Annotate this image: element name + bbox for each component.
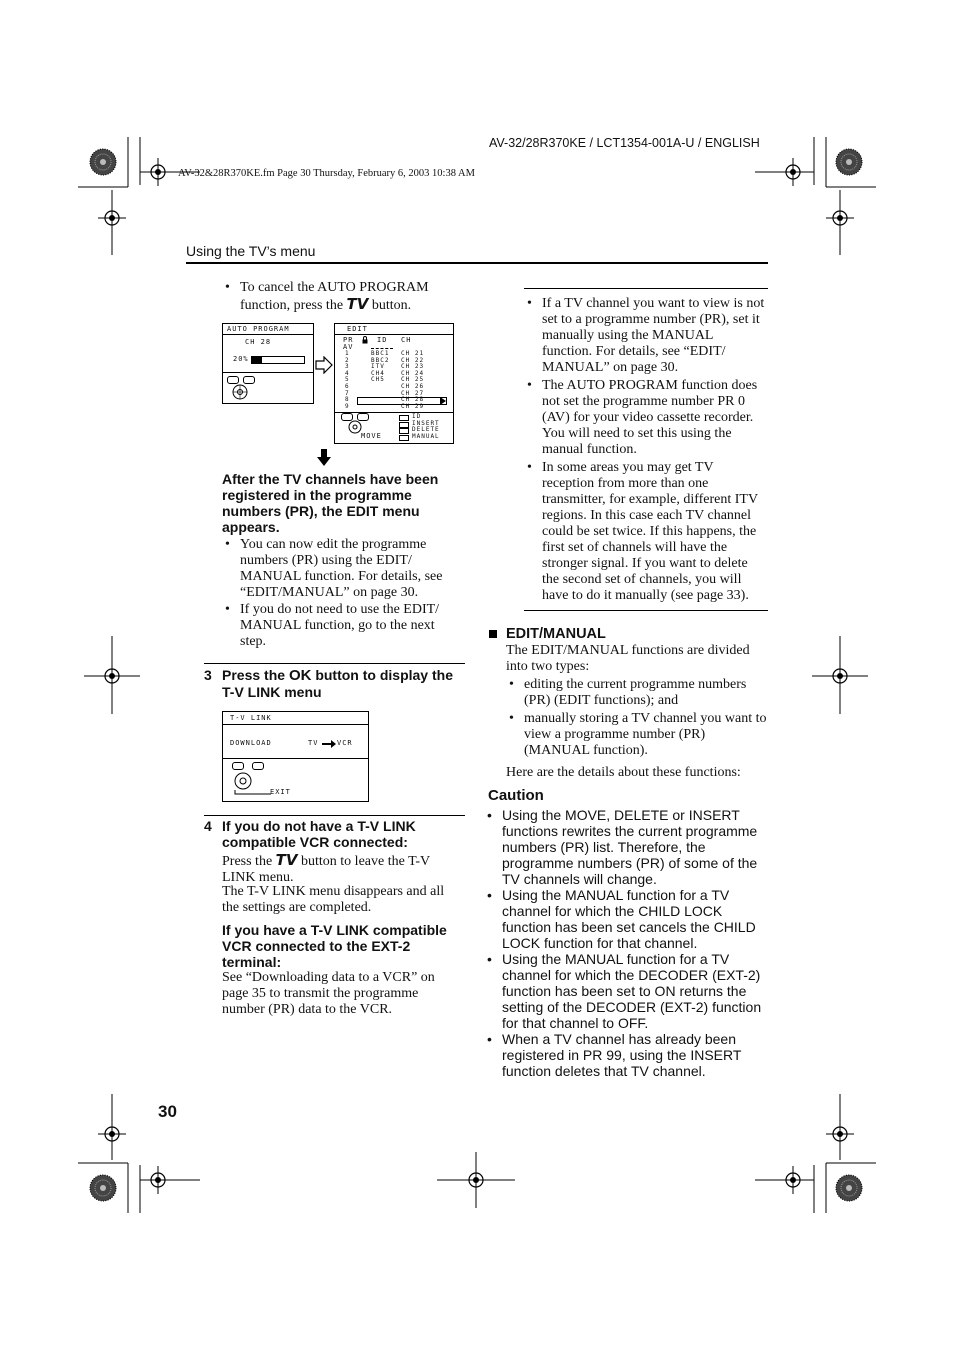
list-item: • You can now edit the programme numbers (PR) using the EDIT/ MANUAL function. For details, see “EDIT/MANUAL” on page 30. bbox=[222, 537, 454, 601]
edit-manual-intro: The EDIT/MANUAL functions are divided into two types: bbox=[506, 643, 750, 674]
list-item bbox=[222, 280, 452, 314]
vcr-label: VCR bbox=[337, 739, 353, 747]
edit-row-id: CH4 bbox=[371, 369, 385, 377]
osd-button-icon bbox=[232, 762, 244, 770]
edit-menu-item: ID bbox=[412, 413, 422, 420]
list-item: • In some areas you may get TV reception from more than one transmitter, for example, different ITV regions. In this case each TV channel could be set twice. If this happens, the first set of channels will have the stronger signal. If you want to delete the second set of channels, you will have to do it manually (see page 33). bbox=[524, 460, 766, 604]
note-bottom-rule bbox=[524, 610, 768, 611]
edit-row-pr: 9 bbox=[345, 402, 350, 410]
step3-text-b: button to display the T-V LINK menu bbox=[222, 667, 453, 700]
menu-swatch-icon bbox=[399, 422, 409, 428]
edit-row-id: BBC2 bbox=[371, 356, 390, 364]
list-item: • editing the current programme numbers (PR) (EDIT functions); and bbox=[506, 677, 768, 709]
cancel-bullet-list bbox=[222, 280, 452, 314]
edit-row-pr: 4 bbox=[345, 369, 350, 377]
file-info: AV-32&28R370KE.fm Page 30 Thursday, February 6, 2003 10:38 AM bbox=[178, 168, 475, 179]
col-pr: PR bbox=[343, 336, 354, 344]
after-heading: After the TV channels have been registered in the programme numbers (PR), the EDIT menu appears. bbox=[222, 471, 439, 535]
step4-para-3: See “Downloading data to a VCR” on page 35 to transmit the programme number (PR) data to the VCR. bbox=[222, 970, 435, 1017]
edit-row-ch: CH 28 bbox=[401, 396, 425, 404]
step3-number: 3 bbox=[204, 667, 212, 683]
after-bullet-list bbox=[222, 537, 454, 650]
ok-button-glyph: OK bbox=[288, 667, 312, 684]
edit-menu-item: INSERT bbox=[412, 419, 440, 427]
step4-rule bbox=[204, 815, 465, 816]
selected-row-highlight bbox=[357, 397, 447, 405]
arrow-right-icon bbox=[315, 356, 333, 374]
av-label: AV bbox=[343, 343, 354, 351]
edit-row-ch: CH 26 bbox=[401, 383, 425, 390]
tv-label: TV bbox=[308, 739, 319, 747]
progress-bar bbox=[251, 356, 305, 364]
edit-manual-heading: EDIT/MANUAL bbox=[506, 626, 606, 642]
edit-row-id: CH5 bbox=[371, 376, 385, 384]
menu-swatch-icon bbox=[399, 428, 409, 434]
list-item: • The AUTO PROGRAM function does not set the programme number PR 0 (AV) for your video cassette recorder. You will need to set this using the manual function. bbox=[524, 378, 766, 458]
edit-row-pr: 8 bbox=[345, 396, 350, 404]
cancel-text-end: button. bbox=[368, 298, 412, 313]
step4-para-2: The T-V LINK menu disappears and all the settings are completed. bbox=[222, 884, 445, 915]
edit-row-ch: CH 27 bbox=[401, 389, 425, 397]
edit-menu-item: MANUAL bbox=[412, 432, 440, 440]
edit-row-ch: CH 21 bbox=[401, 350, 425, 357]
step4-number: 4 bbox=[204, 818, 212, 834]
download-label: DOWNLOAD bbox=[230, 739, 272, 747]
dpad-icon bbox=[233, 770, 273, 796]
step4-heading: If you do not have a T-V LINK compatible VCR connected: bbox=[222, 818, 416, 850]
tv-link-screen bbox=[222, 711, 369, 802]
note-top-rule bbox=[524, 288, 768, 289]
arrow-right-icon bbox=[322, 740, 336, 748]
edit-row-pr: 6 bbox=[345, 383, 350, 390]
caution-heading: Caution bbox=[488, 787, 544, 804]
menu-swatch-icon bbox=[399, 435, 409, 441]
osd-button-icon bbox=[252, 762, 264, 770]
edit-row-pr: 2 bbox=[345, 356, 350, 364]
edit-row-ch: CH 22 bbox=[401, 356, 425, 364]
edit-manual-bullets bbox=[506, 677, 768, 759]
tv-button-glyph: TV bbox=[346, 295, 369, 313]
osd-button-icon bbox=[243, 376, 255, 384]
details-line: Here are the details about these functions: bbox=[506, 765, 741, 780]
list-item: • Using the MOVE, DELETE or INSERT functions rewrites the current programme numbers (PR) list. Therefore, the programme numbers (PR) of some of the TV channels will change. bbox=[484, 807, 768, 887]
edit-row-pr: 1 bbox=[345, 350, 350, 357]
osd-button-icon bbox=[227, 376, 239, 384]
step3-rule bbox=[204, 663, 465, 664]
list-item: • manually storing a TV channel you want to view a programme number (PR) (MANUAL function). bbox=[506, 711, 768, 759]
tv-button-glyph: TV bbox=[275, 851, 298, 869]
screen-channel: CH 28 bbox=[245, 338, 272, 346]
auto-program-screen bbox=[222, 323, 314, 404]
edit-row-id: BBC1 bbox=[371, 350, 390, 357]
move-label: MOVE bbox=[361, 432, 382, 440]
edit-row-ch: CH 25 bbox=[401, 376, 425, 384]
cancel-text: To cancel the AUTO PROGRAM function, press the bbox=[240, 280, 429, 313]
header-rule bbox=[186, 262, 768, 264]
dpad-icon bbox=[231, 384, 249, 400]
step3-text bbox=[222, 667, 464, 700]
edit-row-id: ITV bbox=[371, 363, 385, 371]
section-title: Using the TV’s menu bbox=[186, 243, 316, 259]
list-item: • Using the MANUAL function for a TV channel for which the DECODER (EXT-2) function has been set to ON returns the setting of the DECODER (EXT-2) function for that channel to OFF. bbox=[484, 951, 768, 1031]
step4-para-1b: button to leave the T-V LINK menu. bbox=[222, 854, 430, 885]
edit-screen bbox=[334, 323, 454, 444]
col-id: ID bbox=[377, 336, 388, 344]
step3-text-a: Press the bbox=[222, 667, 289, 683]
step4-heading-2: If you have a T-V LINK compatible VCR connected to the EXT-2 terminal: bbox=[222, 922, 447, 970]
page-number: 30 bbox=[158, 1102, 177, 1121]
edit-row-pr: 7 bbox=[345, 389, 350, 397]
exit-label: EXIT bbox=[270, 788, 291, 796]
screen-title: AUTO PROGRAM bbox=[227, 325, 290, 333]
menu-swatch-icon bbox=[399, 415, 409, 421]
note-bullet-list bbox=[524, 296, 766, 604]
screen-percent: 20% bbox=[233, 355, 249, 363]
list-item: • If a TV channel you want to view is not set to a programme number (PR), set it manually using the MANUAL function. For details, see “EDIT/ MANUAL” on page 30. bbox=[524, 296, 766, 376]
model-line: AV-32/28R370KE / LCT1354-001A-U / ENGLISH bbox=[489, 136, 760, 150]
progress-fill bbox=[252, 357, 262, 363]
step4-para-1 bbox=[222, 852, 458, 886]
lock-icon bbox=[362, 336, 368, 344]
caution-bullet-list bbox=[484, 807, 768, 1079]
edit-row-ch: CH 29 bbox=[401, 402, 425, 410]
list-item: • If you do not need to use the EDIT/ MANUAL function, go to the next step. bbox=[222, 602, 454, 650]
square-bullet-icon bbox=[489, 630, 497, 638]
list-item: • When a TV channel has already been registered in PR 99, using the INSERT function deletes that TV channel. bbox=[484, 1031, 768, 1079]
edit-row-ch: CH 24 bbox=[401, 369, 425, 377]
edit-row-pr: 3 bbox=[345, 363, 350, 371]
arrow-down-icon bbox=[317, 449, 331, 467]
edit-row-pr: 5 bbox=[345, 376, 350, 384]
play-icon bbox=[440, 397, 446, 405]
step4-para-1a: Press the bbox=[222, 854, 276, 869]
col-ch: CH bbox=[401, 336, 412, 344]
edit-menu-item: DELETE bbox=[412, 426, 440, 433]
edit-row-ch: CH 23 bbox=[401, 363, 425, 371]
list-item: • Using the MANUAL function for a TV channel for which the CHILD LOCK function has been set cancels the CHILD LOCK function for that channel. bbox=[484, 887, 768, 951]
screen-title: T-V LINK bbox=[230, 714, 272, 722]
screen-title: EDIT bbox=[347, 325, 368, 333]
